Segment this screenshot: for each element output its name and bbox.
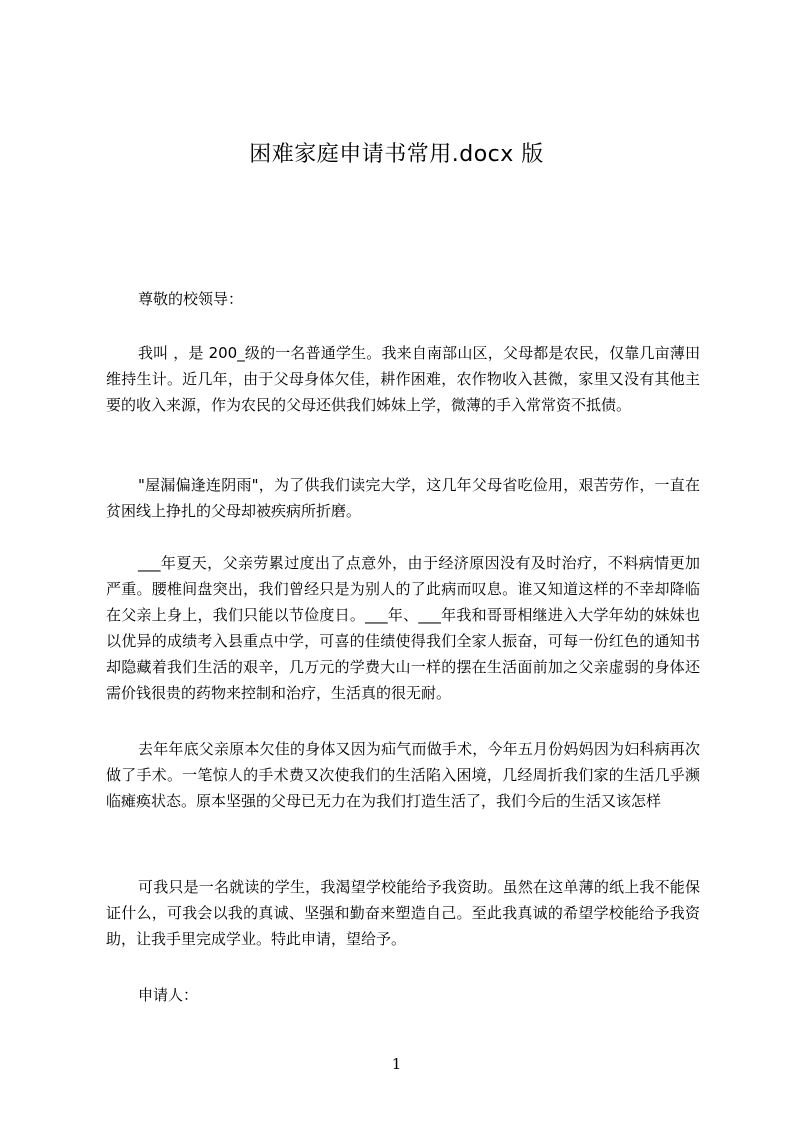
document-title: 困难家庭申请书常用.docx 版 bbox=[249, 142, 544, 167]
salutation: 尊敬的校领导： bbox=[138, 290, 244, 308]
paragraph-1: 我叫 ，是 200_级的一名普通学生。我来自南部山区，父母都是农民，仅靠几亩薄田维持生计。近几年，由于父母身体欠佳，耕作困难，农作物收入甚微，家里又没有其他主要的收入来源，作为农民的父母还供我们姊妹上学，微薄的手入常常资不抵债。 bbox=[106, 344, 700, 414]
paragraph-5: 可我只是一名就读的学生，我渴望学校能给予我资助。虽然在这单薄的纸上我不能保证什么，可我会以我的真诚、坚强和勤奋来塑造自己。至此我真诚的希望学校能给予我资助，让我手里完成学业。特此申请，望给予。 bbox=[106, 878, 700, 948]
page-number: 1 bbox=[391, 1055, 402, 1073]
paragraph-4: 去年年底父亲原本欠佳的身体又因为疝气而做手术，今年五月份妈妈因为妇科病再次做了手术。一笔惊人的手术费又次使我们的生活陷入困境，几经周折我们家的生活几乎濒临瘫痪状态。原本坚强的父母已无力在为我们打造生活了，我们今后的生活又该怎样 bbox=[106, 740, 700, 810]
paragraph-3: ___年夏天，父亲劳累过度出了点意外，由于经济原因没有及时治疗，不料病情更加严重。腰椎间盘突出，我们曾经只是为别人的了此病而叹息。谁又知道这样的不幸却降临在父亲上身上，我们只能以节俭度日。___年、___年我和哥哥相继进入大学年幼的妹妹也以优异的成绩考入县重点中学，可喜的佳绩使得我们全家人振奋，可每一份红色的通知书却隐藏着我们生活的艰辛，几万元的学费大山一样的摆在生活面前加之父亲虚弱的身体还需价钱很贵的药物来控制和治疗，生活真的很无耐。 bbox=[106, 554, 700, 702]
paragraph-2: "屋漏偏逢连阴雨"，为了供我们读完大学，这几年父母省吃俭用，艰苦劳作，一直在贫困线上挣扎的父母却被疾病所折磨。 bbox=[106, 476, 700, 520]
applicant-label: 申请人： bbox=[138, 986, 199, 1004]
